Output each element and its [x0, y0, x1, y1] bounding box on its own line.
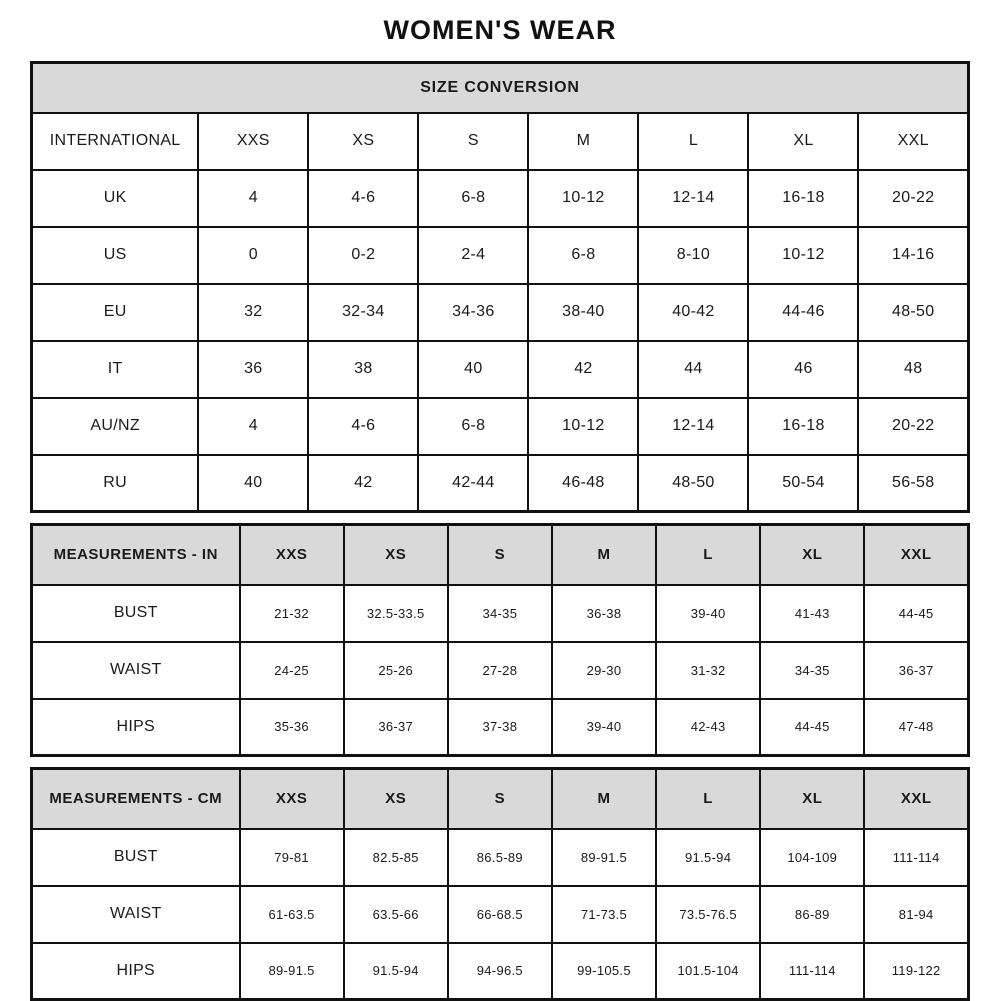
size-conversion-table	[30, 61, 970, 513]
table-row	[32, 398, 969, 455]
cell-value: 4	[198, 170, 308, 227]
cell-value: 94-96.5	[448, 943, 552, 1000]
cell-value: 20-22	[858, 170, 968, 227]
cell-value: 42-44	[418, 455, 528, 512]
cell-value: 24-25	[240, 642, 344, 699]
cell-value: 31-32	[656, 642, 760, 699]
cell-value: 39-40	[656, 585, 760, 642]
row-label: BUST	[32, 585, 240, 642]
table-row	[32, 170, 969, 227]
table-row	[32, 284, 969, 341]
size-header: L	[656, 769, 760, 829]
size-header: S	[448, 769, 552, 829]
row-label: RU	[32, 455, 199, 512]
measurements-in-table	[30, 523, 970, 757]
cell-value: 27-28	[448, 642, 552, 699]
cell-value: 46-48	[528, 455, 638, 512]
cell-value: 25-26	[344, 642, 448, 699]
cell-value: 86-89	[760, 886, 864, 943]
table-title: SIZE CONVERSION	[32, 63, 969, 113]
cell-value: 12-14	[638, 170, 748, 227]
table-row	[32, 943, 969, 1000]
cell-value: 34-35	[760, 642, 864, 699]
size-header: XS	[308, 113, 418, 170]
size-header: XXS	[240, 769, 344, 829]
size-header: S	[418, 113, 528, 170]
cell-value: 48-50	[858, 284, 968, 341]
cell-value: 119-122	[864, 943, 968, 1000]
row-label: INTERNATIONAL	[32, 113, 199, 170]
cell-value: 40	[418, 341, 528, 398]
cell-value: 16-18	[748, 170, 858, 227]
size-header-row	[32, 769, 969, 829]
table-row	[32, 455, 969, 512]
cell-value: 47-48	[864, 699, 968, 756]
cell-value: 40-42	[638, 284, 748, 341]
cell-value: 14-16	[858, 227, 968, 284]
cell-value: 91.5-94	[656, 829, 760, 886]
cell-value: 38-40	[528, 284, 638, 341]
cell-value: 44-45	[864, 585, 968, 642]
cell-value: 0-2	[308, 227, 418, 284]
size-header: XS	[344, 769, 448, 829]
table-row	[32, 886, 969, 943]
size-header: M	[552, 769, 656, 829]
cell-value: 32-34	[308, 284, 418, 341]
size-header: L	[638, 113, 748, 170]
cell-value: 48	[858, 341, 968, 398]
cell-value: 73.5-76.5	[656, 886, 760, 943]
cell-value: 46	[748, 341, 858, 398]
cell-value: 89-91.5	[240, 943, 344, 1000]
cell-value: 37-38	[448, 699, 552, 756]
row-label: US	[32, 227, 199, 284]
table-row	[32, 341, 969, 398]
row-label: UK	[32, 170, 199, 227]
cell-value: 42	[528, 341, 638, 398]
cell-value: 99-105.5	[552, 943, 656, 1000]
row-label: WAIST	[32, 886, 240, 943]
size-header-row	[32, 525, 969, 585]
size-header: XL	[760, 525, 864, 585]
cell-value: 61-63.5	[240, 886, 344, 943]
row-label: IT	[32, 341, 199, 398]
table-title: MEASUREMENTS - CM	[32, 769, 240, 829]
cell-value: 50-54	[748, 455, 858, 512]
table-row	[32, 699, 969, 756]
measurements-in-body	[32, 585, 969, 756]
cell-value: 4	[198, 398, 308, 455]
cell-value: 21-32	[240, 585, 344, 642]
size-header: XL	[760, 769, 864, 829]
cell-value: 111-114	[864, 829, 968, 886]
table-row	[32, 642, 969, 699]
cell-value: 91.5-94	[344, 943, 448, 1000]
cell-value: 79-81	[240, 829, 344, 886]
row-label: EU	[32, 284, 199, 341]
cell-value: 36-37	[864, 642, 968, 699]
row-label: HIPS	[32, 699, 240, 756]
cell-value: 111-114	[760, 943, 864, 1000]
size-header: XXS	[240, 525, 344, 585]
cell-value: 4-6	[308, 170, 418, 227]
cell-value: 82.5-85	[344, 829, 448, 886]
cell-value: 89-91.5	[552, 829, 656, 886]
cell-value: 6-8	[528, 227, 638, 284]
cell-value: 32.5-33.5	[344, 585, 448, 642]
cell-value: 2-4	[418, 227, 528, 284]
size-header: M	[528, 113, 638, 170]
cell-value: 81-94	[864, 886, 968, 943]
size-header: L	[656, 525, 760, 585]
cell-value: 10-12	[748, 227, 858, 284]
row-label: BUST	[32, 829, 240, 886]
size-header-row	[32, 113, 969, 170]
row-label: HIPS	[32, 943, 240, 1000]
cell-value: 41-43	[760, 585, 864, 642]
cell-value: 34-35	[448, 585, 552, 642]
cell-value: 0	[198, 227, 308, 284]
page-title: WOMEN'S WEAR	[383, 15, 617, 45]
cell-value: 71-73.5	[552, 886, 656, 943]
cell-value: 16-18	[748, 398, 858, 455]
size-header: XXL	[864, 769, 968, 829]
cell-value: 32	[198, 284, 308, 341]
cell-value: 40	[198, 455, 308, 512]
cell-value: 42-43	[656, 699, 760, 756]
size-header: S	[448, 525, 552, 585]
table-title: MEASUREMENTS - IN	[32, 525, 240, 585]
table-row	[32, 829, 969, 886]
size-conversion-head	[32, 63, 969, 170]
cell-value: 63.5-66	[344, 886, 448, 943]
size-header: M	[552, 525, 656, 585]
cell-value: 12-14	[638, 398, 748, 455]
cell-value: 56-58	[858, 455, 968, 512]
cell-value: 36	[198, 341, 308, 398]
cell-value: 8-10	[638, 227, 748, 284]
row-label: AU/NZ	[32, 398, 199, 455]
size-header: XS	[344, 525, 448, 585]
cell-value: 42	[308, 455, 418, 512]
cell-value: 34-36	[418, 284, 528, 341]
table-title-row	[32, 63, 969, 113]
cell-value: 101.5-104	[656, 943, 760, 1000]
size-conversion-body	[32, 170, 969, 512]
cell-value: 10-12	[528, 398, 638, 455]
size-header: XXL	[858, 113, 968, 170]
measurements-cm-body	[32, 829, 969, 1000]
size-header: XL	[748, 113, 858, 170]
cell-value: 29-30	[552, 642, 656, 699]
cell-value: 6-8	[418, 398, 528, 455]
cell-value: 44	[638, 341, 748, 398]
cell-value: 36-37	[344, 699, 448, 756]
cell-value: 44-46	[748, 284, 858, 341]
cell-value: 86.5-89	[448, 829, 552, 886]
cell-value: 66-68.5	[448, 886, 552, 943]
cell-value: 4-6	[308, 398, 418, 455]
cell-value: 39-40	[552, 699, 656, 756]
cell-value: 35-36	[240, 699, 344, 756]
row-label: WAIST	[32, 642, 240, 699]
cell-value: 104-109	[760, 829, 864, 886]
measurements-in-head	[32, 525, 969, 585]
size-header: XXL	[864, 525, 968, 585]
cell-value: 6-8	[418, 170, 528, 227]
measurements-cm-table	[30, 767, 970, 1001]
size-header: XXS	[198, 113, 308, 170]
cell-value: 36-38	[552, 585, 656, 642]
cell-value: 44-45	[760, 699, 864, 756]
cell-value: 20-22	[858, 398, 968, 455]
cell-value: 38	[308, 341, 418, 398]
measurements-cm-head	[32, 769, 969, 829]
cell-value: 10-12	[528, 170, 638, 227]
cell-value: 48-50	[638, 455, 748, 512]
table-row	[32, 585, 969, 642]
table-row	[32, 227, 969, 284]
